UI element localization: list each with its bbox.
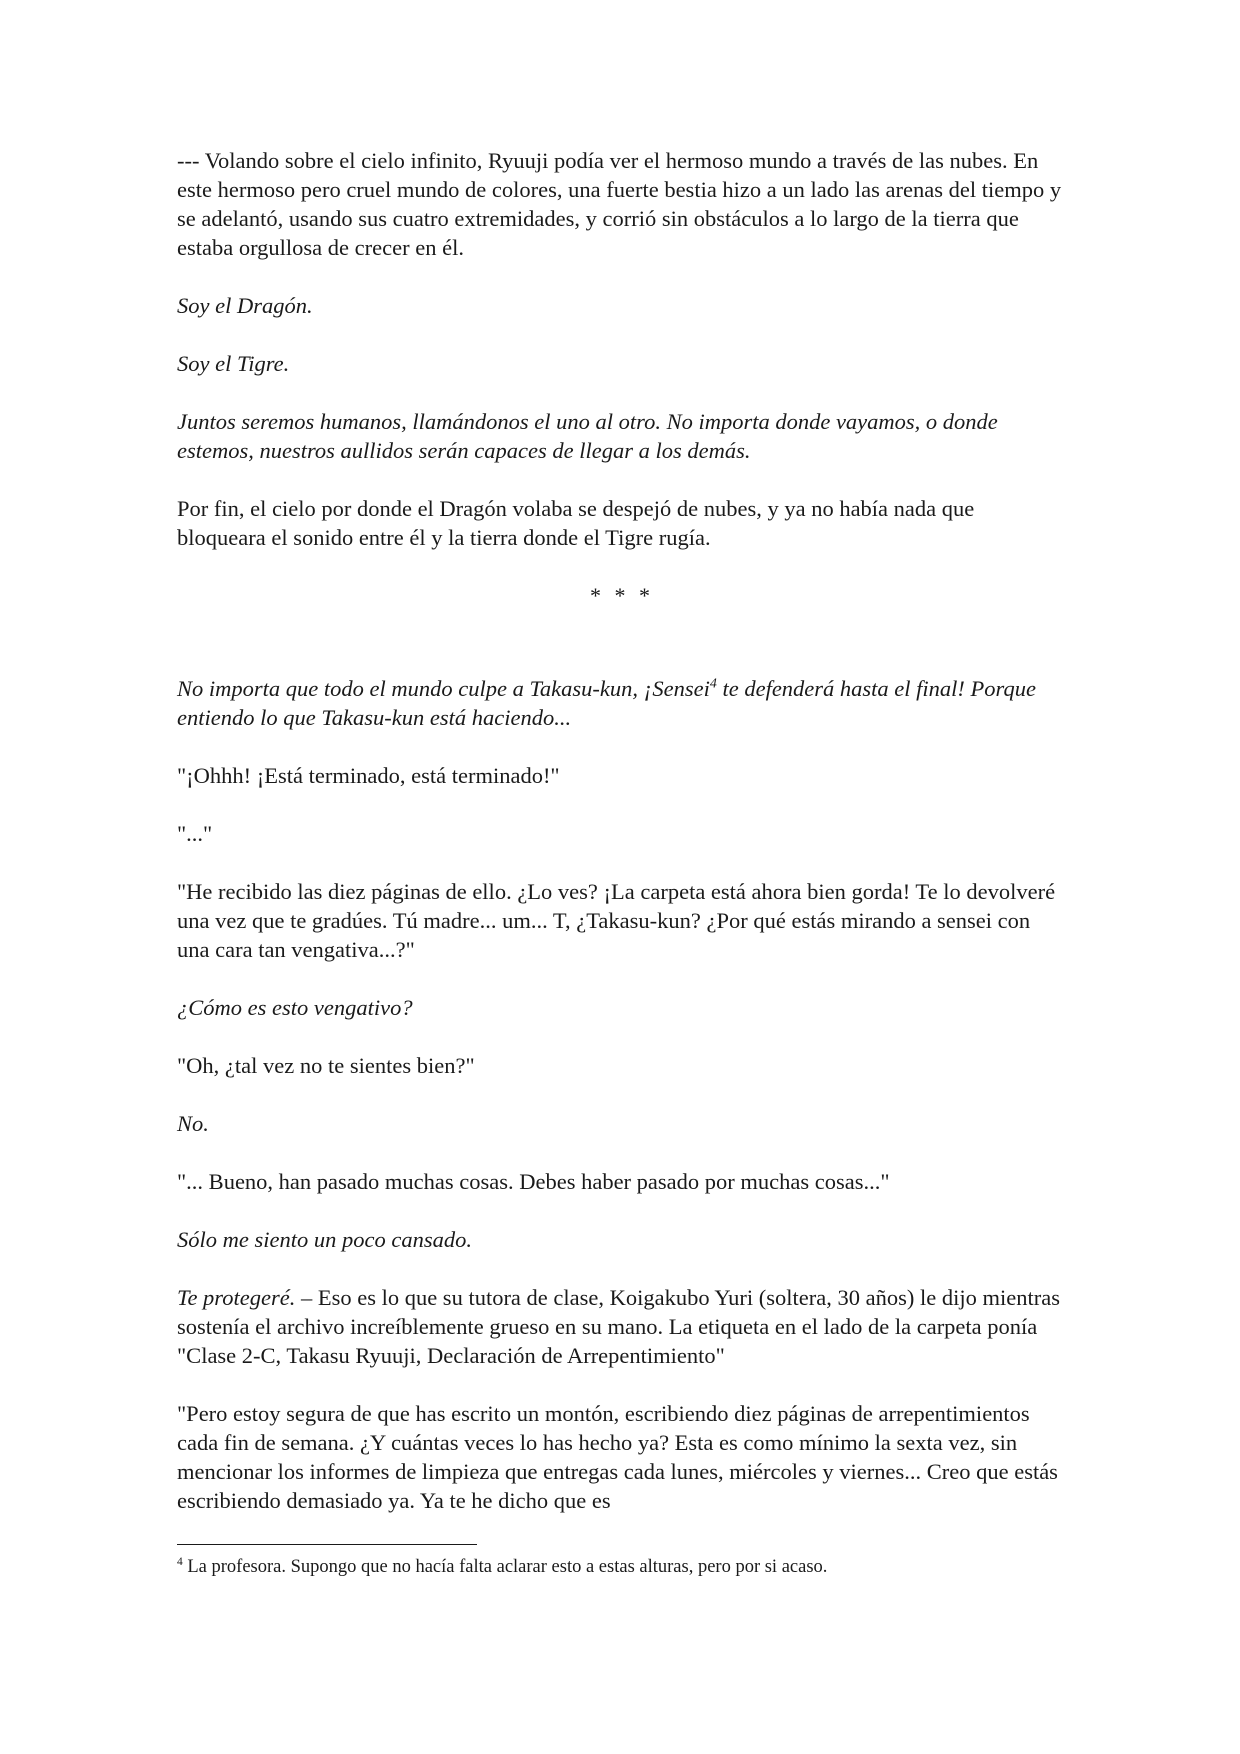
paragraph: "... Bueno, han pasado muchas cosas. Debes haber pasado por muchas cosas..." [177,1169,890,1194]
text-segment: – Eso es lo que su tutora de clase, Koigakubo Yuri (soltera, 30 años) le dijo mientras sostenía el archivo increíblemente grueso en su mano. La etiqueta en el lado de la carpeta ponía "Clase 2-C, Takasu Ryuuji, Declaración de Arrepentimiento" [177,1285,1060,1368]
paragraph: "¡Ohhh! ¡Está terminado, está terminado!" [177,763,560,788]
italic-paragraph: ¿Cómo es esto vengativo? [177,995,413,1020]
paragraph: "He recibido las diez páginas de ello. ¿Lo ves? ¡La carpeta está ahora bien gorda! Te lo devolveré una vez que te gradúes. Tú madre... um... T, ¿Takasu-kun? ¿Por qué estás mirando a sensei con una cara tan vengativa...?" [177,879,1056,962]
italic-paragraph [177,674,1067,732]
footnote [177,1555,827,1579]
italic-paragraph: Soy el Dragón. [177,293,313,318]
paragraph: "Pero estoy segura de que has escrito un montón, escribiendo diez páginas de arrepentimientos cada fin de semana. ¿Y cuántas veces lo has hecho ya? Esta es como mínimo la sexta vez, sin mencionar los informes de limpieza que entregas cada lunes, miércoles y viernes... Creo que estás escribiendo demasiado ya. Ya te he dicho que es [177,1401,1058,1513]
text-segment: Te protegeré. [177,1285,296,1310]
scene-separator: * * * [590,583,654,608]
footnote-marker: 4 [177,1555,183,1568]
italic-paragraph: Juntos seremos humanos, llamándonos el uno al otro. No importa donde vayamos, o donde estemos, nuestros aullidos serán capaces de llegar a los demás. [177,409,998,463]
paragraph: "Oh, ¿tal vez no te sientes bien?" [177,1053,475,1078]
footnote-divider [177,1544,477,1545]
italic-paragraph: Soy el Tigre. [177,351,290,376]
text-segment: No importa que todo el mundo culpe a Takasu-kun, ¡Sensei [177,676,710,701]
italic-paragraph: No. [177,1111,209,1136]
paragraph: Por fin, el cielo por donde el Dragón volaba se despejó de nubes, y ya no había nada que bloqueara el sonido entre él y la tierra donde el Tigre rugía. [177,496,975,550]
text-segment: te defenderá hasta el final! Porque entiendo lo que Takasu-kun está haciendo... [177,676,1036,730]
paragraph [177,1283,1067,1370]
page-body [177,146,1067,1515]
italic-paragraph: Sólo me siento un poco cansado. [177,1227,472,1252]
paragraph: "..." [177,821,213,846]
footnote-reference: 4 [709,676,717,692]
paragraph: --- Volando sobre el cielo infinito, Ryuuji podía ver el hermoso mundo a través de las nubes. En este hermoso pero cruel mundo de colores, una fuerte bestia hizo a un lado las arenas del tiempo y se adelantó, usando sus cuatro extremidades, y corrió sin obstáculos a lo largo de la tierra que estaba orgullosa de crecer en él. [177,148,1062,260]
footnote-text: La profesora. Supongo que no hacía falta aclarar esto a estas alturas, pero por si acaso. [182,1557,828,1577]
